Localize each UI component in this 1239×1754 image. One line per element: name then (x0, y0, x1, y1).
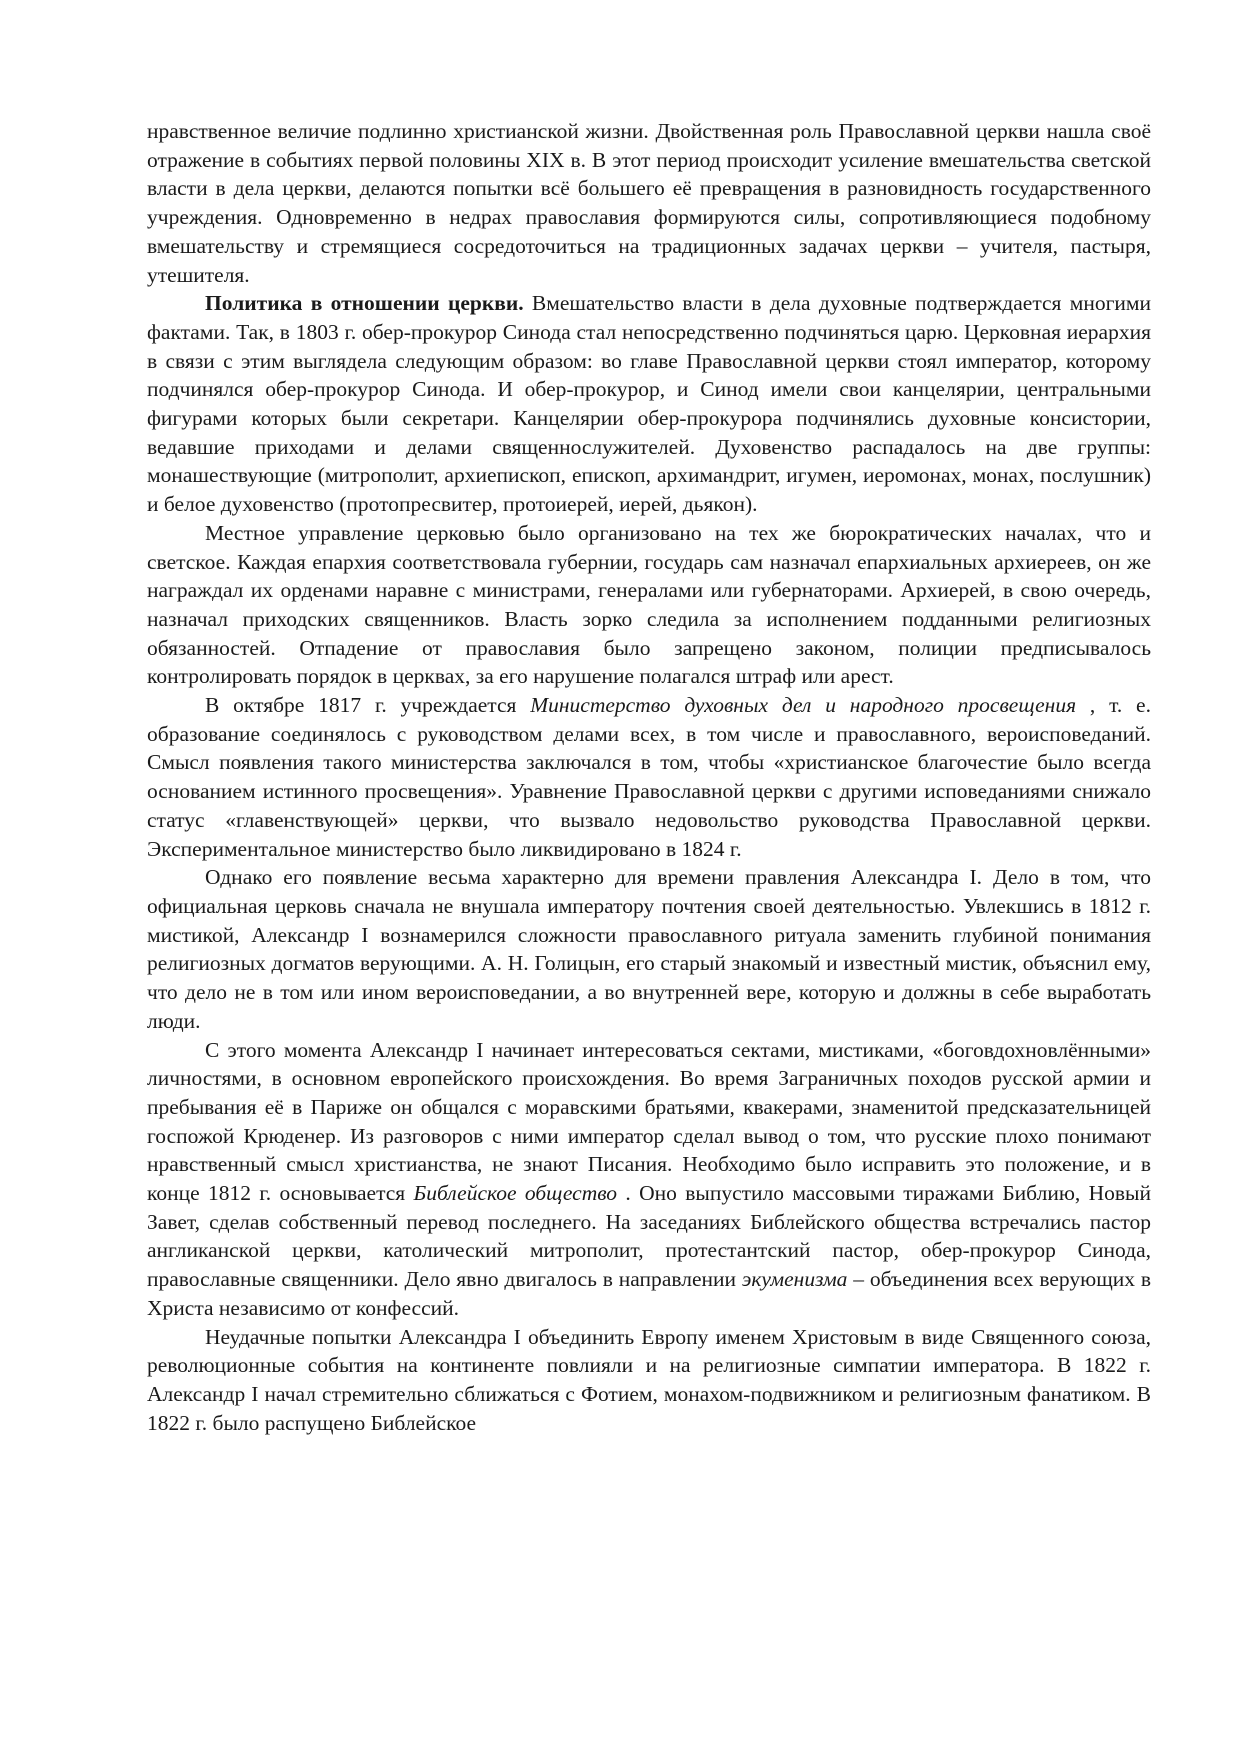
text-run: Вмешательство власти в дела духовные подтверждается многими фактами. Так, в 1803 г. обер-прокурор Синода стал непосредственно подчиняться царю. Церковная иерархия в связи с этим выглядела следующим образом: во главе Православной церкви стоял император, которому подчинялся обер-прокурор Синода. И обер-прокурор, и Синод имели свои канцелярии, центральными фигурами которых были секретари. Канцелярии обер-прокурора подчинялись духовные консистории, ведавшие приходами и делами священнослужителей. Духовенство распадалось на две группы: монашествующие (митрополит, архиепископ, епископ, архимандрит, игумен, иеромонах, монах, послушник) и белое духовенство (протопресвитер, протоиерей, иерей, дьякон). (147, 291, 1152, 517)
text-run: С этого момента Александр I начинает интересоваться сектами, мистиками, «боговдохновлёнными» личностями, в основном европейского происхождения. Во время Заграничных походов русской армии и пребывания её в Париже он общался с моравскими братьями, квакерами, знаменитой предсказательницей госпожой Крюденер. Из разговоров с ними император сделал вывод о том, что русские плохо понимают нравственный смысл христианства, не знают Писания. Необходимо было исправить это положение, и в конце 1812 г. основывается (147, 1037, 1151, 1206)
text-run: Неудачные попытки Александра I объединить Европу именем Христовым в виде Священного союза, революционные события на континенте повлияли и на религиозные симпатии императора. В 1822 г. Александр I начал стремительно сближаться с Фотием, монахом-подвижником и религиозным фанатиком. В 1822 г. было распущено Библейское (147, 1324, 1151, 1435)
paragraph-intro (147, 117, 1151, 289)
paragraph-ministry (147, 691, 1151, 863)
document-page (147, 117, 1151, 1437)
text-run: Местное управление церковью было организовано на тех же бюрократических началах, что и светское. Каждая епархия соответствовала губернии, государь сам назначал епархиальных архиереев, он же награждал их орденами наравне с министрами, генералами или губернаторами. Архиерей, в свою очередь, назначал приходских священников. Власть зорко следила за исполнением подданными религиозных обязанностей. Отпадение от православия было запрещено законом, полиции предписывалось контролировать порядок в церквах, за его нарушение полагался штраф или арест. (147, 520, 1151, 689)
paragraph-local-administration (147, 519, 1151, 691)
paragraph-bible-society (147, 1036, 1151, 1323)
italic-term: экуменизма (741, 1267, 848, 1292)
paragraph-alexander-mysticism (147, 863, 1151, 1035)
text-run: В октябре 1817 г. учреждается (205, 693, 531, 718)
italic-term: Министерство духовных дел и народного просвещения (530, 693, 1077, 718)
paragraph-holy-alliance (147, 1323, 1151, 1438)
text-run: , т. е. образование соединялось с руководством делами всех, в том числе и православного, вероисповеданий. Смысл появления такого министерства заключался в том, чтобы «христианское благочестие было всегда основанием истинного просвещения». Уравнение Православной церкви с другими исповеданиями снижало статус «главенствующей» церкви, что вызвало недовольство руководства Православной церкви. Экспериментальное министерство было ликвидировано в 1824 г. (147, 693, 1151, 861)
text-run: . Оно выпустило массовыми тиражами Библию, Новый Завет, сделав собственный перевод последнего. На заседаниях Библейского общества встречались пастор англиканской церкви, католический митрополит, протестантский пастор, обер-прокурор Синода, православные священники. Дело явно двигалось в направлении (147, 1181, 1151, 1292)
text-run: нравственное величие подлинно христианской жизни. Двойственная роль Православной церкви нашла своё отражение в событиях первой половины XIX в. В этот период происходит усиление вмешательства светской власти в дела церкви, делаются попытки всё большего её превращения в разновидность государственного учреждения. Одновременно в недрах православия формируются силы, сопротивляющиеся подобному вмешательству и стремящиеся сосредоточиться на традиционных задачах церкви – учителя, пастыря, утешителя. (147, 119, 1151, 287)
text-run: Однако его появление весьма характерно для времени правления Александра I. Дело в том, что официальная церковь сначала не внушала императору почтения своей деятельностью. Увлекшись в 1812 г. мистикой, Александр I вознамерился сложности православного ритуала заменить глубиной понимания религиозных догматов верующими. А. Н. Голицын, его старый знакомый и известный мистик, объяснил ему, что дело не в том или ином вероисповедании, а во внутренней вере, которую и должны в себе выработать люди. (147, 865, 1151, 1033)
text-run: – объединения всех верующих в Христа независимо от конфессий. (147, 1267, 1152, 1320)
section-heading: Политика в отношении церкви. (205, 291, 524, 316)
italic-term: Библейское общество (413, 1181, 618, 1206)
paragraph-church-policy (147, 289, 1151, 519)
